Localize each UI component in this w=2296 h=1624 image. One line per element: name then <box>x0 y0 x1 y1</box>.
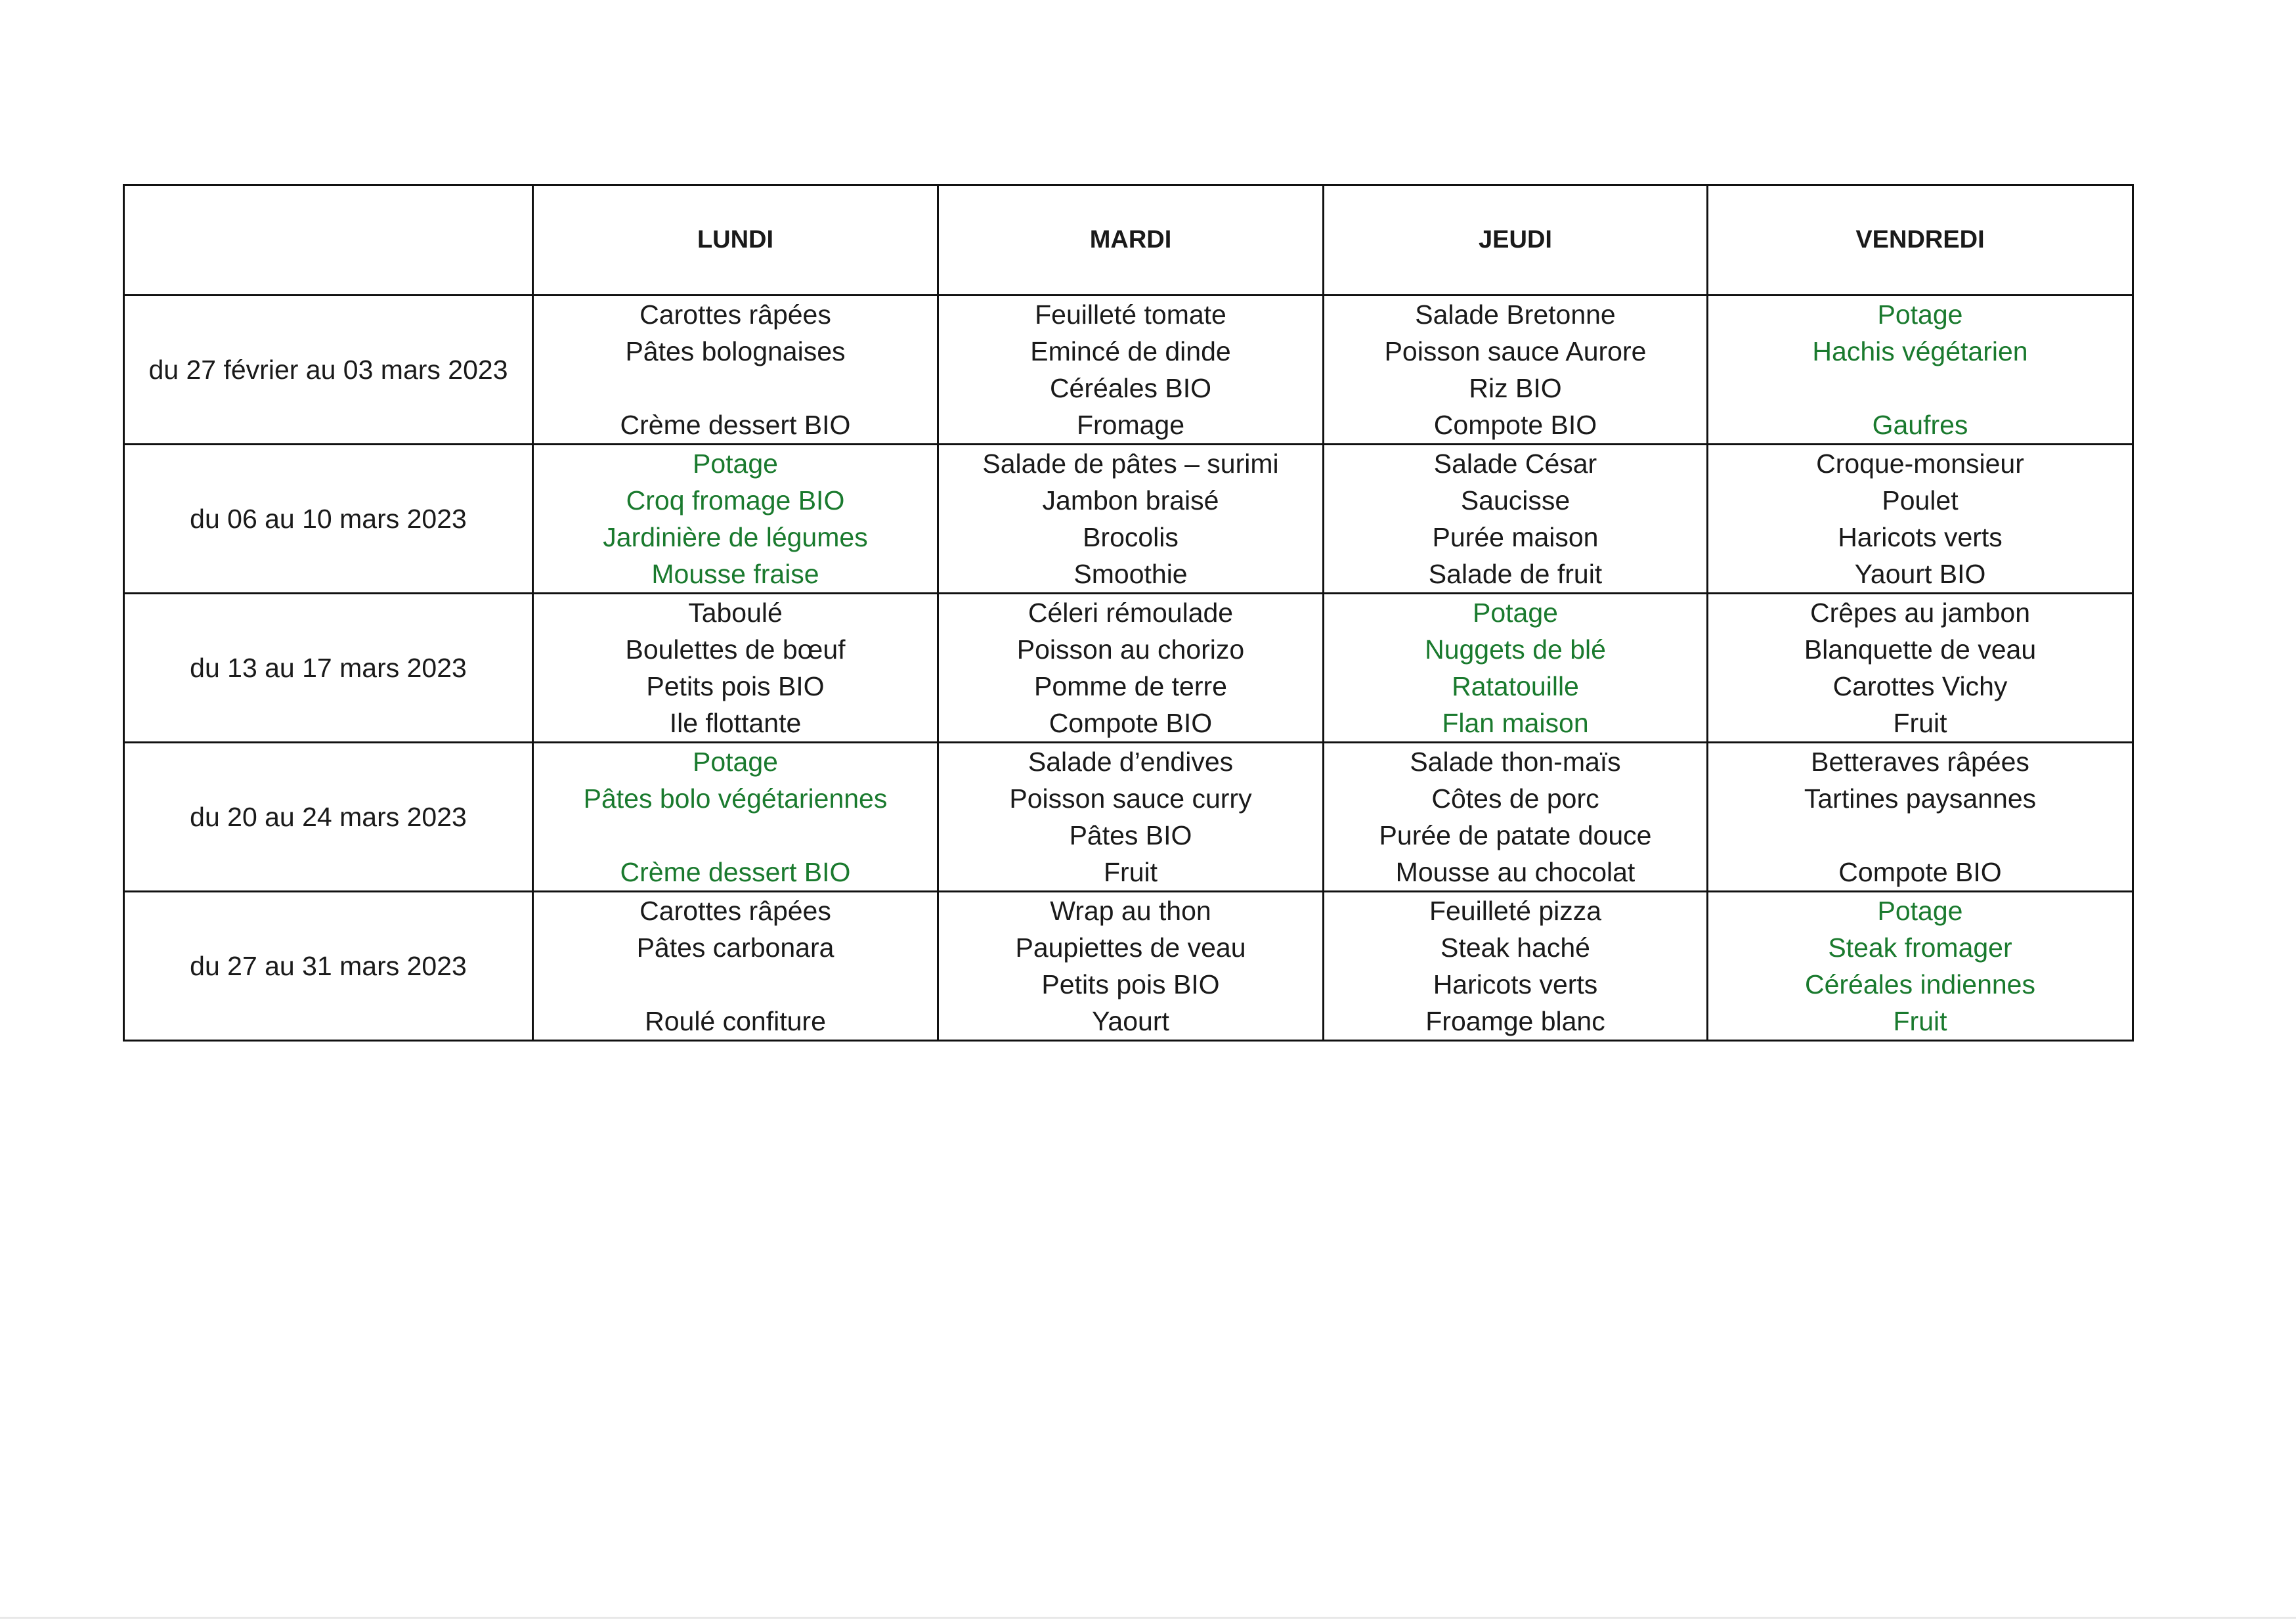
menu-cell-jeudi <box>1324 892 1708 1041</box>
dish-item: Côtes de porc <box>1431 783 1599 814</box>
dish-item: Feuilleté tomate <box>1035 299 1226 330</box>
dish-item: Poisson au chorizo <box>1016 634 1245 665</box>
dish-item: Salade d’endives <box>1028 747 1234 777</box>
dish-item: Salade Bretonne <box>1415 299 1616 330</box>
dish-list <box>1324 296 1706 443</box>
dish-item: Poisson sauce curry <box>1009 783 1252 814</box>
dish-item: Potage <box>1473 598 1558 628</box>
dish-item: Croq fromage BIO <box>626 485 845 516</box>
dish-list <box>1708 445 2132 592</box>
menu-table-body <box>124 185 2133 1041</box>
dish-item: Croque-monsieur <box>1816 449 2024 479</box>
dish-item: Emincé de dinde <box>1030 336 1231 366</box>
dish-list <box>939 445 1322 592</box>
dish-item: Pâtes bolognaises <box>625 336 846 366</box>
dish-item: Ile flottante <box>669 708 802 738</box>
week-label: du 20 au 24 mars 2023 <box>124 743 533 892</box>
dish-item: Carottes râpées <box>639 896 831 926</box>
menu-cell-vendredi <box>1708 445 2133 594</box>
dish-list <box>1708 892 2132 1040</box>
dish-item: Pomme de terre <box>1034 671 1227 701</box>
menu-table <box>123 184 2134 1042</box>
header-row <box>124 185 2133 296</box>
dish-item: Fruit <box>1893 708 1947 738</box>
dish-item: Ratatouille <box>1452 671 1579 701</box>
dish-item: Petits pois BIO <box>1041 969 1220 999</box>
menu-cell-vendredi <box>1708 743 2133 892</box>
dish-item: Blanquette de veau <box>1804 634 2037 665</box>
day-header-jeudi: JEUDI <box>1324 185 1708 296</box>
day-header-vendredi: VENDREDI <box>1708 185 2133 296</box>
dish-item: Yaourt <box>1092 1006 1169 1036</box>
menu-cell-jeudi <box>1324 296 1708 445</box>
week-label: du 27 février au 03 mars 2023 <box>124 296 533 445</box>
dish-item: Fromage <box>1076 410 1185 440</box>
dish-item: Boulettes de bœuf <box>625 634 846 665</box>
dish-list <box>1324 594 1706 741</box>
dish-item: Compote BIO <box>1433 410 1597 440</box>
menu-cell-mardi <box>938 445 1324 594</box>
dish-item: Jambon braisé <box>1042 485 1219 516</box>
dish-item: Riz BIO <box>1469 373 1562 403</box>
day-header-lundi: LUNDI <box>533 185 938 296</box>
dish-item: Jardinière de légumes <box>603 522 868 552</box>
dish-item: Potage <box>1877 896 1963 926</box>
dish-item: Pâtes bolo végétariennes <box>583 783 888 814</box>
dish-item: Crêpes au jambon <box>1809 598 2031 628</box>
dish-list <box>1324 445 1706 592</box>
week-label: du 13 au 17 mars 2023 <box>124 594 533 743</box>
week-row <box>124 743 2133 892</box>
dish-item: Steak fromager <box>1828 933 2012 963</box>
dish-item: Poisson sauce Aurore <box>1384 336 1647 366</box>
menu-cell-lundi <box>533 296 938 445</box>
week-row <box>124 594 2133 743</box>
dish-item: Wrap au thon <box>1050 896 1211 926</box>
week-label: du 06 au 10 mars 2023 <box>124 445 533 594</box>
menu-cell-lundi <box>533 892 938 1041</box>
dish-list <box>1324 892 1706 1040</box>
dish-item: Mousse fraise <box>651 559 819 589</box>
week-row <box>124 296 2133 445</box>
dish-item: Compote BIO <box>1049 708 1213 738</box>
dish-list <box>1708 296 2132 443</box>
dish-item: Haricots verts <box>1433 969 1598 999</box>
dish-item: Froamge blanc <box>1425 1006 1605 1036</box>
dish-item: Céréales BIO <box>1049 373 1212 403</box>
dish-item: Crème dessert BIO <box>620 857 851 887</box>
dish-list <box>534 594 937 741</box>
dish-item: Salade César <box>1433 449 1597 479</box>
menu-cell-mardi <box>938 296 1324 445</box>
dish-item: Saucisse <box>1460 485 1570 516</box>
menu-cell-vendredi <box>1708 296 2133 445</box>
menu-cell-lundi <box>533 743 938 892</box>
dish-list <box>939 296 1322 443</box>
dish-list <box>534 445 937 592</box>
dish-item: Carottes râpées <box>639 299 831 330</box>
week-label: du 27 au 31 mars 2023 <box>124 892 533 1041</box>
dish-item: Poulet <box>1882 485 1959 516</box>
dish-list <box>534 892 937 1040</box>
dish-item: Purée maison <box>1432 522 1599 552</box>
dish-item: Steak haché <box>1440 933 1590 963</box>
dish-item: Pâtes carbonara <box>636 933 834 963</box>
dish-item: Crème dessert BIO <box>620 410 851 440</box>
scan-edge-line <box>0 1617 2296 1619</box>
dish-item: Roulé confiture <box>645 1006 826 1036</box>
menu-cell-jeudi <box>1324 594 1708 743</box>
menu-cell-lundi <box>533 594 938 743</box>
dish-item: Céréales indiennes <box>1804 969 2035 999</box>
menu-cell-jeudi <box>1324 445 1708 594</box>
week-row <box>124 892 2133 1041</box>
dish-item: Salade de fruit <box>1428 559 1603 589</box>
dish-list <box>534 743 937 890</box>
dish-item: Hachis végétarien <box>1812 336 2028 366</box>
dish-item: Yaourt BIO <box>1854 559 1986 589</box>
dish-item: Tartines paysannes <box>1804 783 2037 814</box>
week-row <box>124 445 2133 594</box>
menu-cell-mardi <box>938 594 1324 743</box>
dish-list <box>939 892 1322 1040</box>
dish-item: Salade de pâtes – surimi <box>982 449 1279 479</box>
dish-item: Potage <box>693 747 778 777</box>
dish-item: Salade thon-maïs <box>1410 747 1621 777</box>
dish-item: Purée de patate douce <box>1379 820 1652 850</box>
day-header-mardi: MARDI <box>938 185 1324 296</box>
dish-item: Feuilleté pizza <box>1429 896 1602 926</box>
dish-list <box>939 594 1322 741</box>
dish-item: Flan maison <box>1442 708 1589 738</box>
dish-list <box>1708 743 2132 890</box>
dish-item: Haricots verts <box>1838 522 2003 552</box>
menu-cell-mardi <box>938 743 1324 892</box>
dish-item: Nuggets de blé <box>1425 634 1606 665</box>
menu-cell-mardi <box>938 892 1324 1041</box>
dish-item: Céleri rémoulade <box>1028 598 1234 628</box>
dish-item: Petits pois BIO <box>646 671 825 701</box>
dish-list <box>534 296 937 443</box>
dish-item: Fruit <box>1104 857 1158 887</box>
dish-item: Pâtes BIO <box>1069 820 1192 850</box>
corner-cell <box>124 185 533 296</box>
dish-item: Potage <box>1877 299 1963 330</box>
dish-item: Smoothie <box>1073 559 1188 589</box>
dish-item: Gaufres <box>1872 410 1968 440</box>
dish-item: Compote BIO <box>1838 857 2002 887</box>
dish-list <box>1324 743 1706 890</box>
dish-item: Brocolis <box>1083 522 1179 552</box>
menu-cell-vendredi <box>1708 892 2133 1041</box>
dish-list <box>939 743 1322 890</box>
dish-item: Carottes Vichy <box>1832 671 2008 701</box>
menu-cell-jeudi <box>1324 743 1708 892</box>
dish-item: Fruit <box>1893 1006 1947 1036</box>
dish-item: Betteraves râpées <box>1811 747 2029 777</box>
dish-item: Potage <box>693 449 778 479</box>
dish-item: Taboulé <box>688 598 783 628</box>
menu-cell-lundi <box>533 445 938 594</box>
dish-item: Mousse au chocolat <box>1395 857 1635 887</box>
dish-list <box>1708 594 2132 741</box>
menu-cell-vendredi <box>1708 594 2133 743</box>
dish-item: Paupiettes de veau <box>1015 933 1246 963</box>
